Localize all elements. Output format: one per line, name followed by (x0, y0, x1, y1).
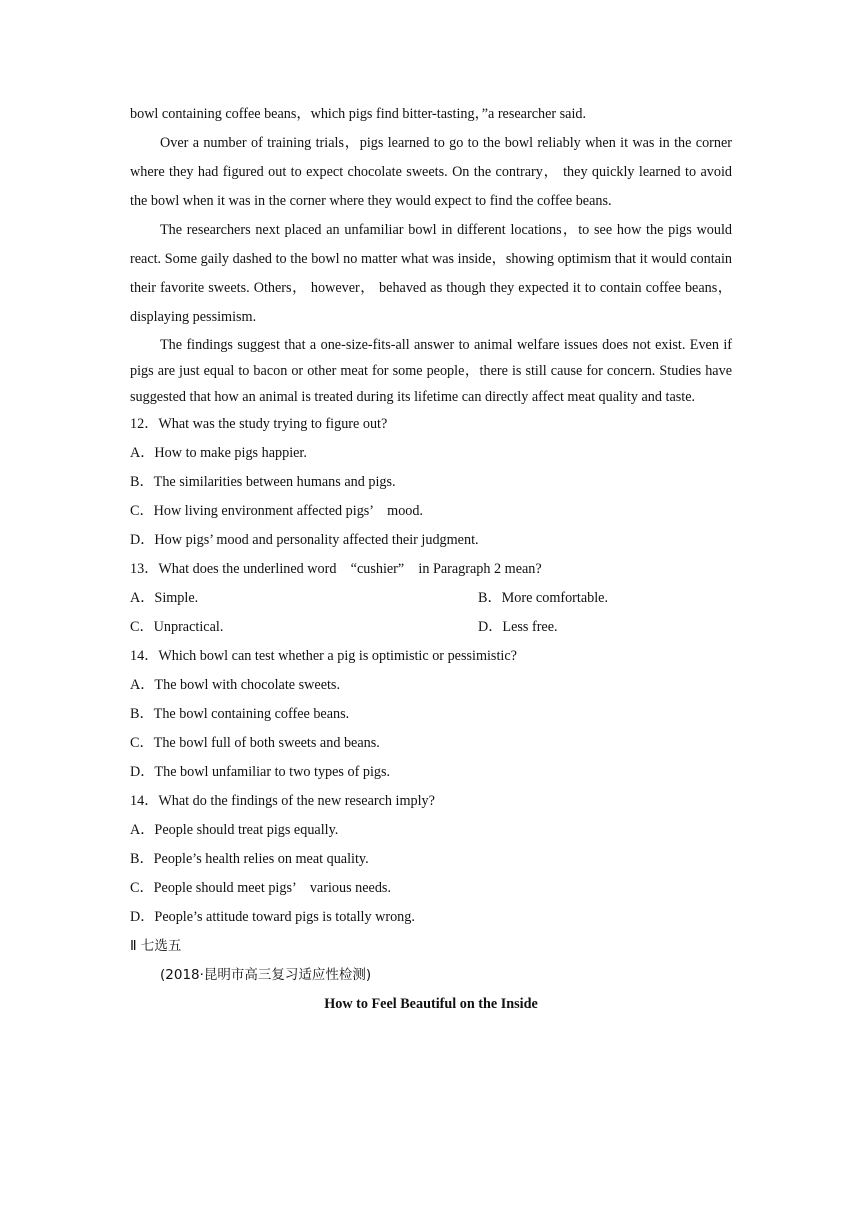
option-d: D．How pigs’ mood and personality affected their judgment. (130, 532, 479, 548)
option-row (130, 584, 732, 613)
option-d: D．Less free. (478, 619, 558, 635)
question-stem: 14．Which bowl can test whether a pig is optimistic or pessimistic? (130, 648, 517, 664)
option-b: B．The similarities between humans and pigs. (130, 474, 396, 490)
document-page (130, 100, 732, 1019)
passage-paragraph-unfamiliar-bowl: The researchers next placed an unfamiliar bowl in different locations，to see how the pigs would react. Some gaily dashed to the bowl no matter what was inside，showing optimism that it would contain their favorite sweets. Others， however， behaved as though they expected it to contain coffee beans，displaying pessimism. (130, 222, 732, 325)
question-stem: 12．What was the study trying to figure out? (130, 416, 388, 432)
option-a: A．How to make pigs happier. (130, 445, 307, 461)
passage-paragraph-training: Over a number of training trials，pigs learned to go to the bowl reliably when it was in the corner where they had figured out to expect chocolate sweets. On the contrary， they quickly learned to avoid the bowl when it was in the corner where they would expect to find the coffee beans. (130, 135, 732, 209)
option-c: C．Unpractical. (130, 619, 224, 635)
option-b: B．The bowl containing coffee beans. (130, 706, 350, 722)
option-b: B．People’s health relies on meat quality. (130, 851, 369, 867)
question-14-bowl (130, 642, 732, 787)
question-stem: 13．What does the underlined word “cushier” in Paragraph 2 mean? (130, 561, 542, 577)
question-stem: 14．What do the findings of the new research imply? (130, 793, 435, 809)
option-d: D．People’s attitude toward pigs is totally wrong. (130, 909, 415, 925)
option-d: D．The bowl unfamiliar to two types of pigs. (130, 764, 391, 780)
question-13 (130, 555, 732, 642)
passage-title: How to Feel Beautiful on the Inside (324, 996, 538, 1012)
section-heading: Ⅱ 七选五 (130, 938, 182, 954)
question-12 (130, 410, 732, 555)
question-14-findings (130, 787, 732, 932)
option-row (130, 613, 732, 642)
option-a: A．Simple. (130, 590, 199, 606)
passage-paragraph-findings: The findings suggest that a one-size-fits-all answer to animal welfare issues does not exist. Even if pigs are just equal to bacon or other meat for some people，there is still cause for concern. Studies have suggested that how an animal is treated during its lifetime can directly affect meat quality and taste. (130, 337, 732, 405)
option-c: C．How living environment affected pigs’ mood. (130, 503, 424, 519)
option-c: C．People should meet pigs’ various needs. (130, 880, 391, 896)
option-c: C．The bowl full of both sweets and beans. (130, 735, 380, 751)
passage-paragraph-continued: bowl containing coffee beans，which pigs find bitter-tasting，”a researcher said. (130, 106, 587, 122)
option-a: A．People should treat pigs equally. (130, 822, 339, 838)
option-a: A．The bowl with chocolate sweets. (130, 677, 341, 693)
source-note: (2018·昆明市高三复习适应性检测) (160, 967, 372, 983)
option-b: B．More comfortable. (478, 590, 609, 606)
